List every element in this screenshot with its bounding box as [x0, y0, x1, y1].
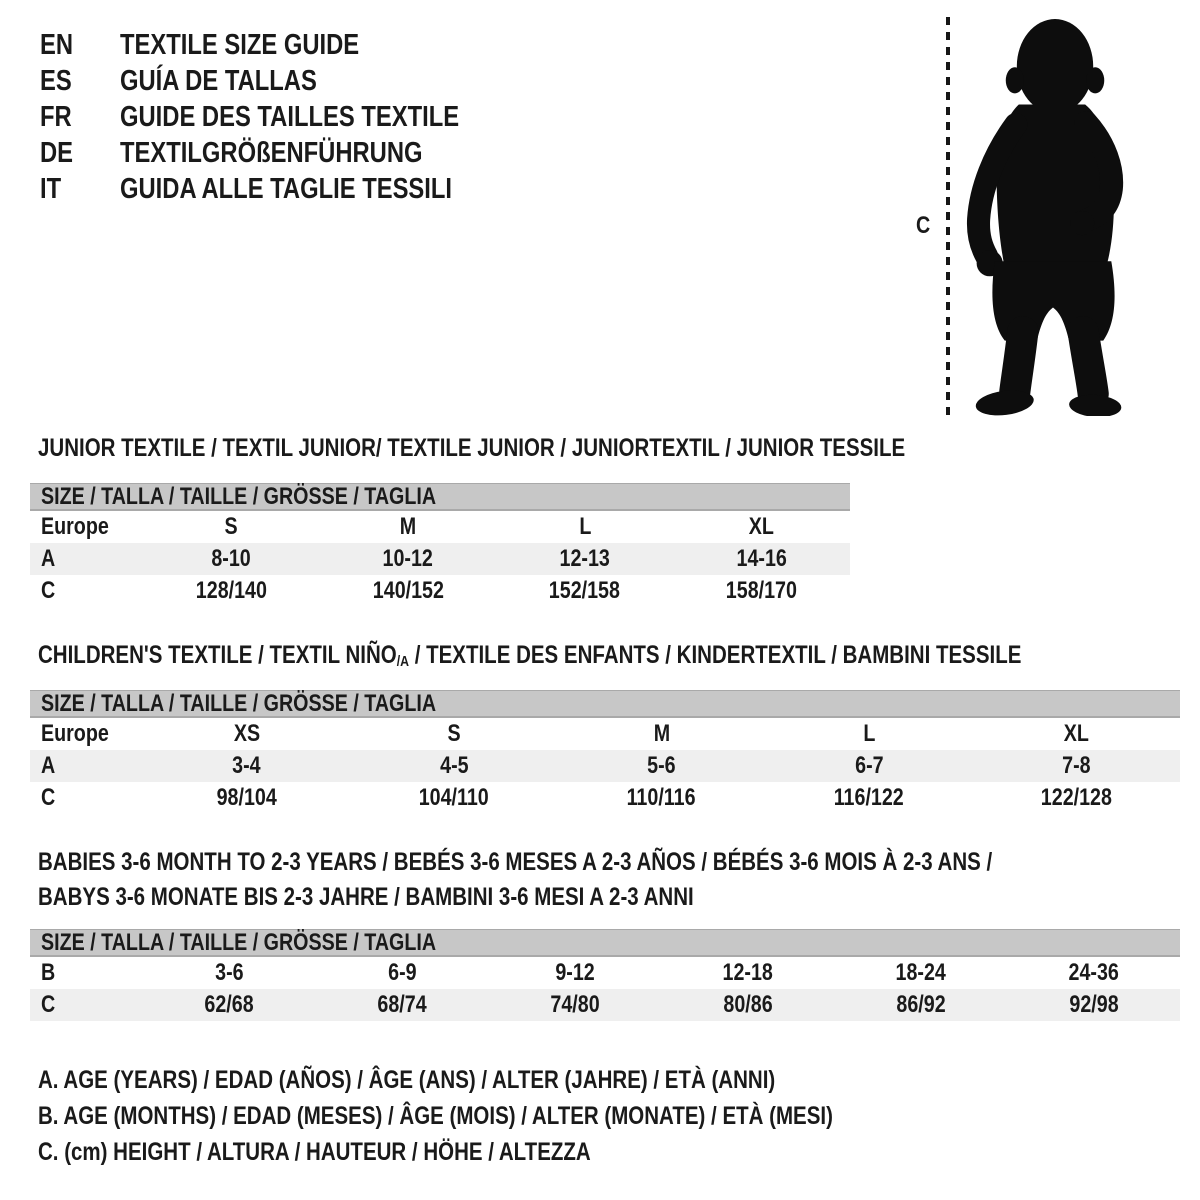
row-label: C [41, 577, 56, 604]
table-row-c [30, 989, 1180, 1021]
table-cell: 14-16 [736, 545, 787, 572]
nino-a-subscript: /A [396, 653, 410, 670]
table-cell: 158/170 [726, 577, 798, 604]
table-cell: 104/110 [419, 784, 490, 811]
table-row-a [30, 543, 850, 575]
row-label: B [41, 959, 56, 986]
legend-line-age-months: B. AGE (MONTHS) / EDAD (MESES) / ÂGE (MOIS) / ALTER (MONATE) / ETÀ (MESI) [38, 1102, 833, 1130]
language-code: DE [40, 137, 74, 169]
row-label: A [41, 752, 56, 779]
table-cell: M [653, 720, 670, 747]
table-cell: 62/68 [204, 991, 255, 1018]
table-row-europe [30, 718, 1180, 750]
table-cell: 122/128 [1040, 784, 1112, 811]
junior-size-table [30, 483, 850, 607]
babies-size-table [30, 929, 1180, 1021]
table-cell: M [399, 513, 417, 540]
table-row-b [30, 957, 1180, 989]
table-cell: 140/152 [372, 577, 444, 604]
table-cell: 80/86 [723, 991, 773, 1018]
table-cell: 6-7 [854, 752, 884, 779]
table-cell: 98/104 [216, 784, 277, 811]
language-title: GUIDE DES TAILLES TEXTILE [120, 101, 460, 133]
language-header [40, 27, 534, 207]
row-label: C [41, 991, 56, 1018]
table-cell: 9-12 [555, 959, 595, 986]
table-cell: 128/140 [195, 577, 267, 604]
language-code: EN [40, 29, 74, 61]
language-code: ES [40, 65, 72, 97]
table-cell: 116/122 [833, 784, 904, 811]
legend-line-height: C. (cm) HEIGHT / ALTURA / HAUTEUR / HÖHE / ALTEZZA [38, 1138, 591, 1166]
size-header-row: SIZE / TALLA / TAILLE / GRÖSSE / TAGLIA [30, 690, 1180, 718]
table-cell: S [224, 513, 238, 540]
row-label: Europe [41, 513, 109, 540]
language-title: TEXTILE SIZE GUIDE [120, 29, 360, 61]
babies-section-title: BABIES 3-6 MONTH TO 2-3 YEARS / BEBÉS 3-6 MESES A 2-3 AÑOS / BÉBÉS 3-6 MOIS À 2-3 ANS / BABYS 3-6 MONATE BIS 2-3 JAHRE / BAMBINI 3-6 MESI A 2-3 ANNI [38, 848, 993, 911]
language-code: IT [40, 173, 62, 205]
table-cell: 18-24 [895, 959, 946, 986]
table-cell: 74/80 [550, 991, 600, 1018]
table-cell: 3-6 [215, 959, 244, 986]
table-cell: XS [233, 720, 260, 747]
table-cell: 68/74 [377, 991, 427, 1018]
table-cell: 5-6 [647, 752, 676, 779]
legend [38, 1062, 1007, 1170]
height-measure-line [946, 17, 950, 415]
table-cell: 152/158 [549, 577, 621, 604]
table-cell: 4-5 [439, 752, 469, 779]
language-row-it [40, 171, 534, 207]
table-cell: 24-36 [1068, 959, 1119, 986]
size-header-row: SIZE / TALLA / TAILLE / GRÖSSE / TAGLIA [30, 929, 1180, 957]
language-title: GUIDA ALLE TAGLIE TESSILI [120, 173, 453, 205]
table-cell: 86/92 [896, 991, 946, 1018]
table-cell: S [447, 720, 461, 747]
table-row-c [30, 782, 1180, 814]
table-row-c [30, 575, 850, 607]
table-cell: 3-4 [232, 752, 261, 779]
table-cell: L [862, 720, 875, 747]
row-label: A [41, 545, 56, 572]
table-cell: 7-8 [1062, 752, 1091, 779]
language-row-en [40, 27, 534, 63]
table-cell: 12-13 [559, 545, 611, 572]
height-measure-label: C [916, 212, 931, 239]
table-row-europe [30, 511, 850, 543]
table-cell: 8-10 [211, 545, 252, 572]
size-header-row: SIZE / TALLA / TAILLE / GRÖSSE / TAGLIA [30, 483, 850, 511]
table-cell: 110/116 [627, 784, 696, 811]
table-cell: 10-12 [382, 545, 434, 572]
language-row-de [40, 135, 534, 171]
table-cell: 12-18 [722, 959, 774, 986]
children-size-table [30, 690, 1180, 814]
legend-line-age-years: A. AGE (YEARS) / EDAD (AÑOS) / ÂGE (ANS) / ALTER (JAHRE) / ETÀ (ANNI) [38, 1066, 776, 1094]
table-cell: L [578, 513, 591, 540]
table-cell: 6-9 [388, 959, 417, 986]
language-code: FR [40, 101, 72, 133]
row-label: C [41, 784, 56, 811]
language-row-fr [40, 99, 534, 135]
language-row-es [40, 63, 534, 99]
table-row-a [30, 750, 1180, 782]
junior-section-title: JUNIOR TEXTILE / TEXTIL JUNIOR/ TEXTILE JUNIOR / JUNIORTEXTIL / JUNIOR TESSILE [38, 434, 906, 462]
children-section-title: CHILDREN'S TEXTILE / TEXTIL $NIÑO_{/A}$ / TEXTILE DES ENFANTS / KINDERTEXTIL / BAMBINI TESSILE [38, 641, 1022, 670]
row-label: Europe [41, 720, 109, 747]
language-title: TEXTILGRÖßENFÜHRUNG [120, 137, 423, 169]
toddler-silhouette-icon [963, 12, 1143, 416]
language-title: GUÍA DE TALLAS [120, 65, 317, 97]
table-cell: XL [749, 513, 775, 540]
table-cell: XL [1063, 720, 1089, 747]
table-cell: 92/98 [1068, 991, 1119, 1018]
